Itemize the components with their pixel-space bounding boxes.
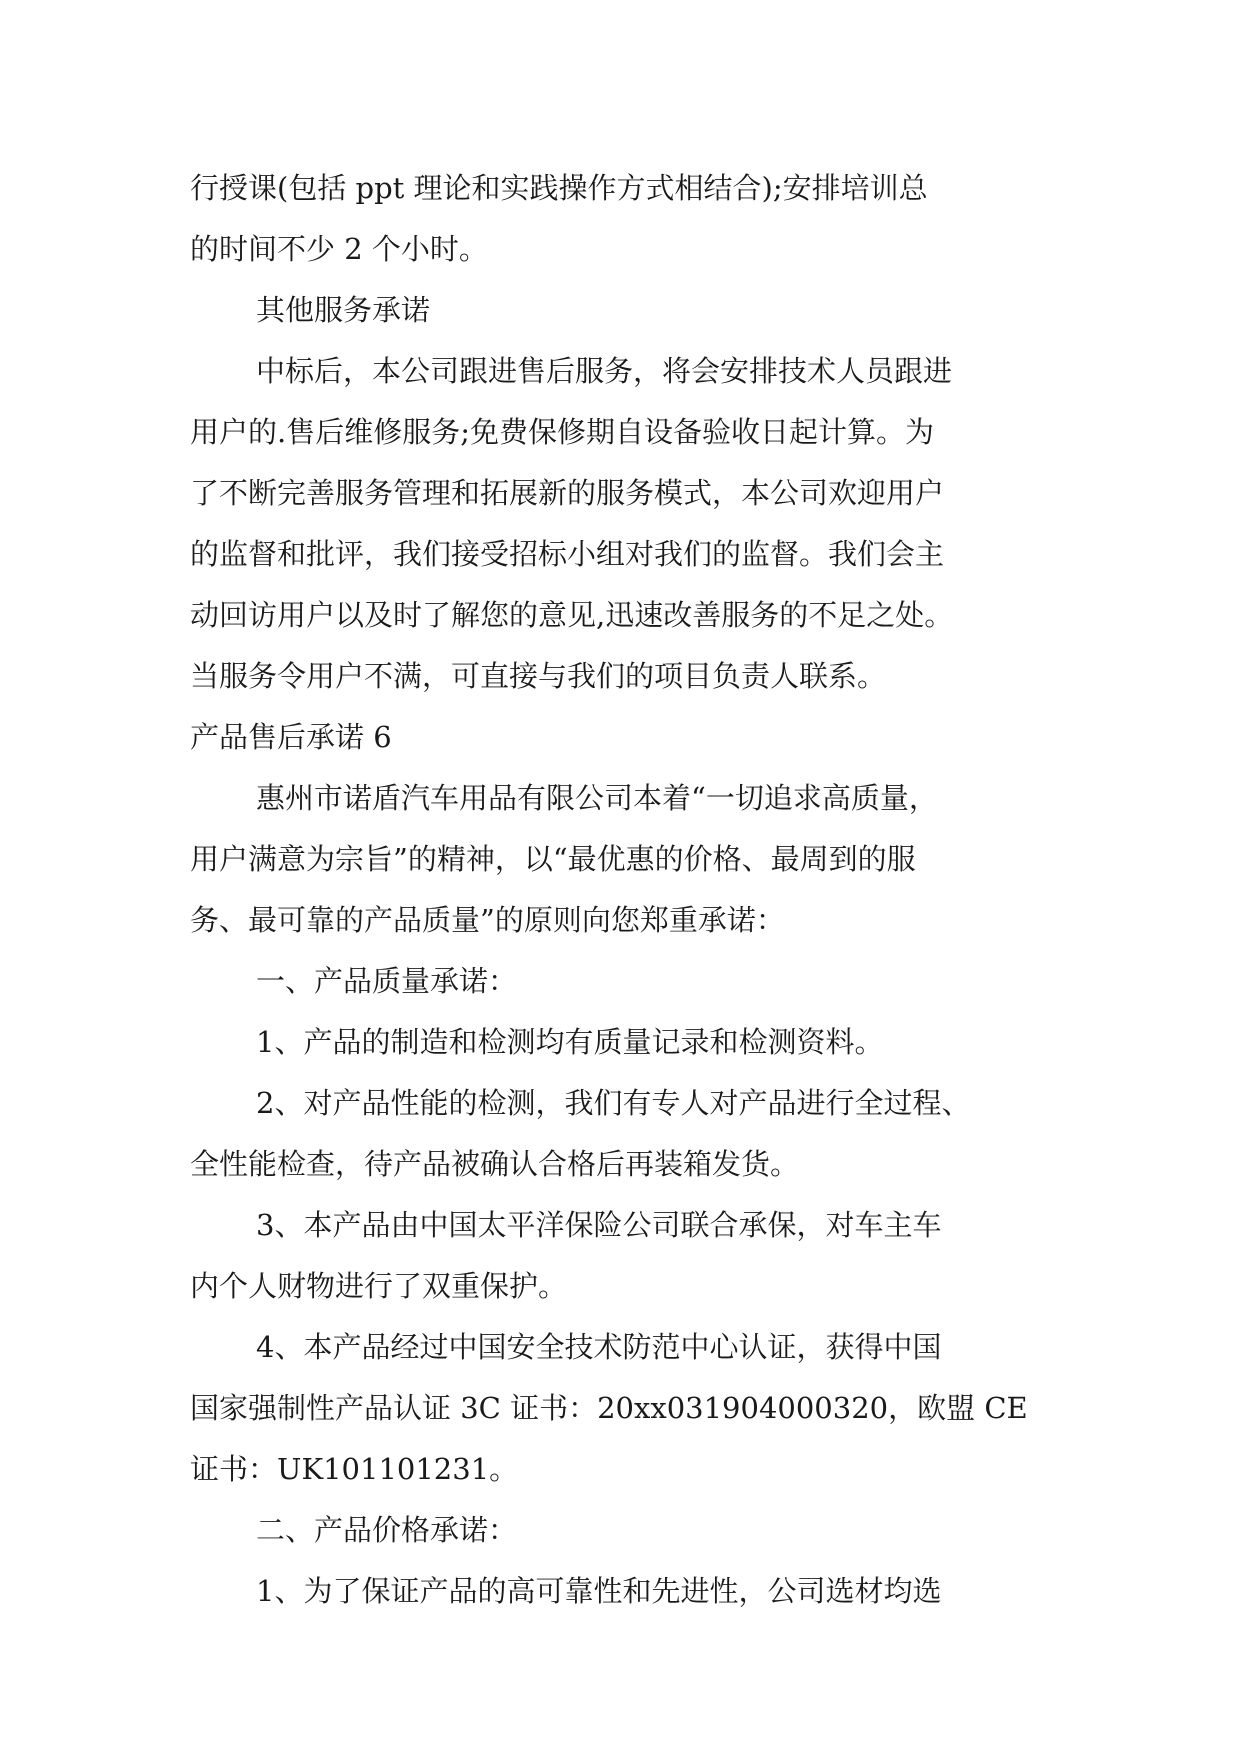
body-text-line: 行授课(包括 ppt 理论和实践操作方式相结合);安排培训总 (190, 171, 928, 205)
subheading-price-promise: 二、产品价格承诺： (256, 1513, 518, 1547)
body-text-line: 全性能检查，待产品被确认合格后再装箱发货。 (190, 1147, 800, 1181)
body-text-line: 的时间不少 2 个小时。 (190, 232, 488, 266)
body-text-line: 了不断完善服务管理和拓展新的服务模式，本公司欢迎用户 (190, 476, 945, 510)
body-text-line: 中标后，本公司跟进售后服务，将会安排技术人员跟进 (256, 354, 953, 388)
body-text-line: 内个人财物进行了双重保护。 (190, 1269, 568, 1303)
body-text-line: 当服务令用户不满，可直接与我们的项目负责人联系。 (190, 659, 887, 693)
list-item-3: 3、本产品由中国太平洋保险公司联合承保，对车主车 (256, 1208, 942, 1242)
body-text-line: 用户的.售后维修服务;免费保修期自设备验收日起计算。为 (190, 415, 934, 449)
body-text-line: 惠州市诺盾汽车用品有限公司本着“一切追求高质量， (256, 781, 938, 815)
subheading-quality-promise: 一、产品质量承诺： (256, 964, 518, 998)
body-text-line: 国家强制性产品认证 3C 证书：20xx031904000320，欧盟 CE (190, 1391, 1028, 1425)
section-title-after-sales-6: 产品售后承诺 6 (190, 720, 392, 754)
body-text-line: 证书：UK101101231。 (190, 1452, 519, 1486)
body-text-line: 务、最可靠的产品质量”的原则向您郑重承诺： (190, 903, 785, 937)
section-heading-other-service: 其他服务承诺 (256, 293, 431, 327)
document-body (190, 158, 1050, 1622)
body-text-line: 动回访用户以及时了解您的意见,迅速改善服务的不足之处。 (190, 598, 954, 632)
list-item-4: 4、本产品经过中国安全技术防范中心认证，获得中国 (256, 1330, 942, 1364)
list-item-1: 1、产品的制造和检测均有质量记录和检测资料。 (256, 1025, 884, 1059)
list-item-2: 2、对产品性能的检测，我们有专人对产品进行全过程、 (256, 1086, 971, 1120)
list-item-1: 1、为了保证产品的高可靠性和先进性，公司选材均选 (256, 1574, 942, 1608)
body-text-line: 用户满意为宗旨”的精神，以“最优惠的价格、最周到的服 (190, 842, 916, 876)
body-text-line: 的监督和批评，我们接受招标小组对我们的监督。我们会主 (190, 537, 945, 571)
